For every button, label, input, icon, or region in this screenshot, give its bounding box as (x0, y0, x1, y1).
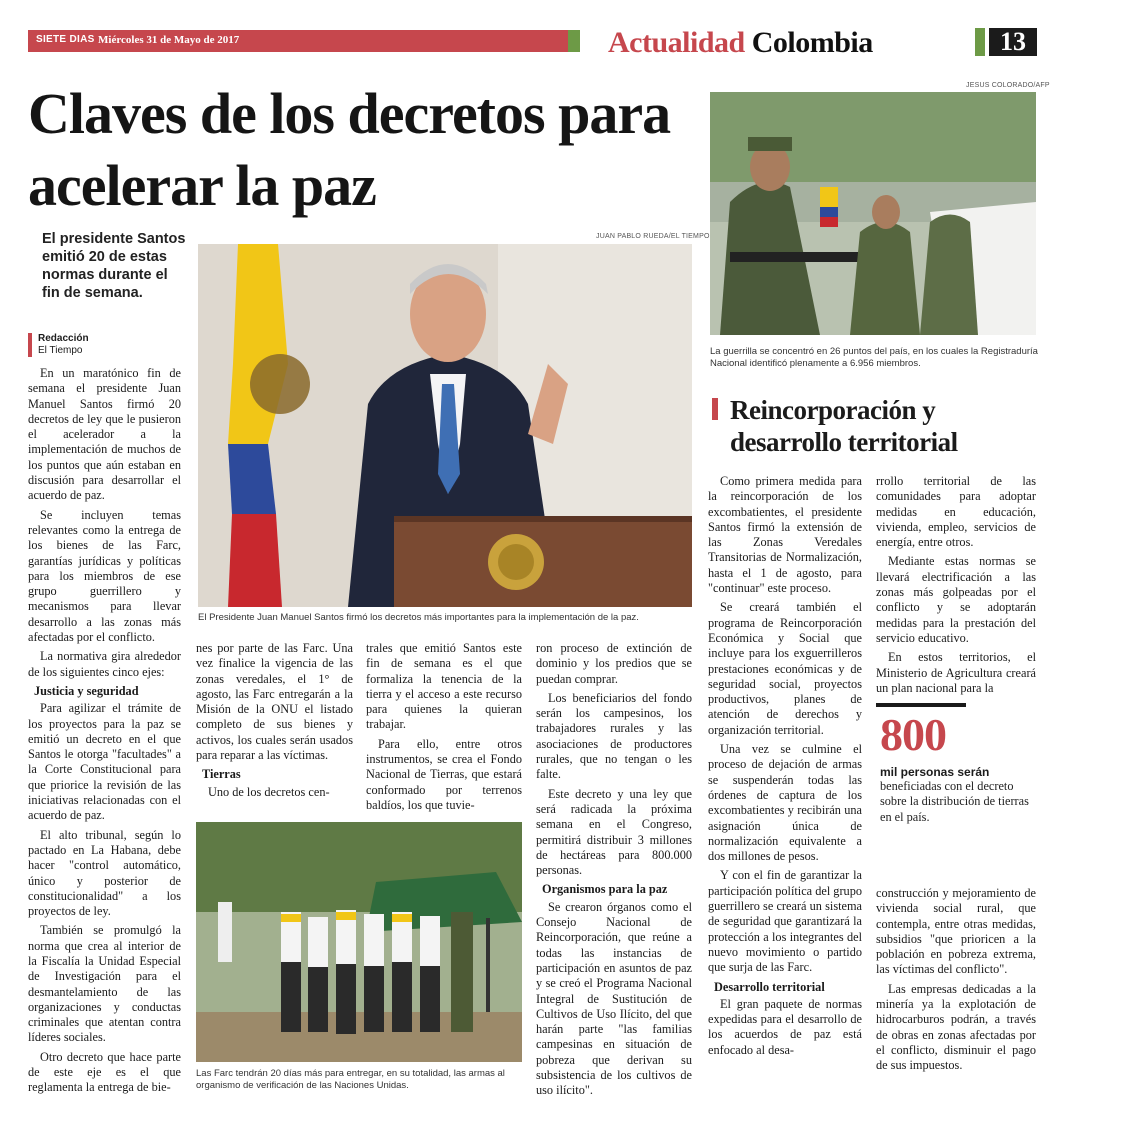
stat-number: 800 (880, 709, 946, 760)
col6-paragraph-3: En estos territorios, el Ministerio de Agricultura creará un plan nacional para la (876, 650, 1036, 695)
section2-heading-text: Reincorporación y desarrollo territorial (730, 395, 958, 457)
column-5 (708, 474, 862, 1062)
farc-group-illustration (196, 822, 522, 1062)
byline (28, 333, 89, 357)
col1-paragraph-7: Otro decreto que hace parte de este eje es el que reglamenta la entrega de bie- (28, 1049, 181, 1095)
stat-label: mil personas serán (880, 765, 990, 779)
headline: Claves de los decretos para acelerar la paz (28, 81, 671, 218)
subhead: El presidente Santos emitió 20 de estas normas durante el fin de semana. (42, 231, 186, 301)
column-6-bottom (876, 886, 1036, 1078)
col1-subheading-justicia: Justicia y seguridad (34, 683, 139, 698)
col6-paragraph-2: Mediante estas normas se llevará electrificación a las zonas más golpeadas por el conflicto y se adoptarán medidas para la prestación del servicio educativo. (876, 554, 1036, 645)
col5-subheading-desarrollo: Desarrollo territorial (714, 979, 825, 994)
col5-paragraph-2: Se creará también el programa de Reincorporación Económica y Social que incluye para los exguerrilleros prestaciones económicas y de seguridad social, proyectos productivos, planes de atención de derechos y organización territorial. (708, 600, 862, 737)
column-6-top (876, 474, 1036, 700)
col2-subheading-tierras: Tierras (202, 767, 241, 782)
col3-paragraph-2: Para ello, entre otros instrumentos, se crea el Fondo Nacional de Tierras, que estará conformado por terrenos baldíos, los que tuvie- (366, 736, 522, 812)
guerrilla-photo (710, 92, 1036, 335)
main-photo (198, 244, 692, 607)
col2-paragraph-2: Uno de los decretos cen- (208, 784, 330, 799)
column-3 (366, 641, 522, 817)
masthead-brand: SIETE DIAS (36, 34, 95, 45)
column-4 (536, 641, 692, 1103)
col4-paragraph-4: Se crearon órganos como el Consejo Nacional de Reincorporación, que reúne a todas las instancias de participación en asuntos de paz y se creó el Programa Nacional Integral de Sustitución de Cultivos de Uso Ilícito, del que harán parte "las familias campesinas en situación de pobreza que derivan su subsistencia de los cultivos de uso ilícito". (536, 899, 692, 1098)
col4-paragraph-3: Este decreto y una ley que será radicada la próxima semana en el Congreso, permitirá distribuir 3 millones de hectáreas para 800.000 personas. (536, 786, 692, 878)
col4-paragraph-1: ron proceso de extinción de dominio y los predios que se puedan comprar. (536, 641, 692, 686)
farc-photo-caption: Las Farc tendrán 20 días más para entregar, en su totalidad, las armas al organismo de verificación de las Naciones Unidas. (196, 1068, 505, 1091)
col1-paragraph-2: Se incluyen temas relevantes como la entrega de los bienes de las Farc, garantías jurídicas y políticas para los miembros de ese grupo guerrillero y mecanismos para llevar desarrollo a las zonas más afectadas por el conflicto. (28, 507, 181, 645)
page-number-box (975, 28, 1037, 56)
section2-heading-marker (712, 398, 718, 420)
section-title (608, 26, 873, 60)
col6-paragraph-5: Las empresas dedicadas a la minería ya la explotación de hidrocarburos podrán, a través de obras en zonas afectadas por el conflicto, disminuir el pago de sus impuestos. (876, 981, 1036, 1073)
santos-podium-illustration (198, 244, 692, 607)
main-photo-caption: El Presidente Juan Manuel Santos firmó los decretos más importantes para la implementación de la paz. (198, 612, 639, 623)
col5-paragraph-3: Una vez se culmine el proceso de dejación de armas se suspenderán todas las órdenes de captura de los excombatientes y recibirán una asignación única de normalización equivalente a dos millones de pesos. (708, 742, 862, 864)
guerrilla-photo-credit: JESUS COLORADO/AFP (966, 82, 1050, 89)
byline-role: Redacción (38, 333, 89, 344)
main-photo-credit: JUAN PABLO RUEDA/EL TIEMPO (596, 233, 710, 240)
farc-photo (196, 822, 522, 1062)
col1-paragraph-3: La normativa gira alrededor de los siguientes cinco ejes: (28, 649, 181, 679)
masthead-date: Miércoles 31 de Mayo de 2017 (98, 34, 240, 46)
section-title-actualidad: Actualidad (608, 26, 745, 59)
guerrilla-photo-caption: La guerrilla se concentró en 26 puntos del país, en los cuales la Registraduría Nacional identificó plenamente a 6.956 miembros. (710, 346, 1038, 369)
col6-paragraph-4: construcción y mejoramiento de vivienda social rural, que contempla, entre otras medidas, subsidios "que prioricen a la población en pobreza extrema, las víctimas del conflicto". (876, 886, 1036, 977)
col5-paragraph-4: Y con el fin de garantizar la participación política del grupo guerrillero se creará un sistema de seguridad que garantizará la protección a los integrantes del nuevo movimiento o partido que surja de las Farc. (708, 868, 862, 975)
col6-paragraph-1: rrollo territorial de las comunidades para adoptar medidas en educación, vivienda, empleo, servicios de energía, entre otros. (876, 474, 1036, 550)
section-title-colombia: Colombia (751, 26, 873, 59)
col3-paragraph-1: trales que emitió Santos este fin de semana es el que formaliza la tenencia de la tierra y el acceso a este recurso para quienes la quieran trabajar. (366, 641, 522, 732)
col1-paragraph-5: El alto tribunal, según lo pactado en La Habana, debe hacer "control automático, único y posterior de constitucionalidad" a los proyectos de ley. (28, 827, 181, 919)
col1-paragraph-6: También se promulgó la norma que crea al interior de la Fiscalía la Unidad Especial de Investigación para el desmantelamiento de las organizaciones y conductas criminales que atentan contra líderes sociales. (28, 923, 181, 1045)
stat-box (876, 703, 1036, 825)
masthead-bar (28, 30, 580, 52)
byline-outlet: El Tiempo (38, 345, 83, 356)
stat-description: beneficiadas con el decreto sobre la distribución de tierras en el país. (880, 779, 1029, 824)
page-number-green-marker (975, 28, 985, 56)
col1-paragraph-1: En un maratónico fin de semana el presidente Juan Manuel Santos firmó 20 decretos de ley que le pusieron el acelerador a la implementación de muchos de los puntos que aún estaban en discusión para desarrollar el acuerdo de paz. (28, 366, 181, 503)
column-2 (196, 641, 353, 804)
col5-paragraph-5: El gran paquete de normas expedidas para el desarrollo de los acuerdos de paz está enfocado al desa- (708, 996, 862, 1057)
col2-paragraph-1: nes por parte de las Farc. Una vez finalice la vigencia de las zonas veredales, el 1° de agosto, las Farc entregarán a la Misión de la ONU el listado completo de sus bienes y activos, los cuales serán usados para reparar a las víctimas. (196, 641, 353, 763)
page-number: 13 (989, 28, 1037, 56)
col1-paragraph-4: Para agilizar el trámite de los proyectos para la paz se emitió un decreto en el que Santos le otorga "facultades" a la Corte Constitucional para que priorice la revisión de las iniciativas relacionadas con el acuerdo de paz. (28, 701, 181, 823)
col4-subheading-organismos: Organismos para la paz (542, 882, 668, 897)
column-1 (28, 366, 181, 1100)
col4-paragraph-2: Los beneficiarios del fondo serán los campesinos, los trabajadores rurales y las asociaciones de productores rurales, que no tengan o les falte. (536, 690, 692, 782)
col5-paragraph-1: Como primera medida para la reincorporación de los excombatientes, el presidente Santos firmó la extensión de las Zonas Veredales Transitorias de Normalización, hasta el 1 de agosto, para "continuar" este proceso. (708, 474, 862, 596)
section2-heading (712, 394, 1032, 458)
guerrilla-illustration (710, 92, 1036, 335)
masthead-green-marker (568, 30, 580, 52)
